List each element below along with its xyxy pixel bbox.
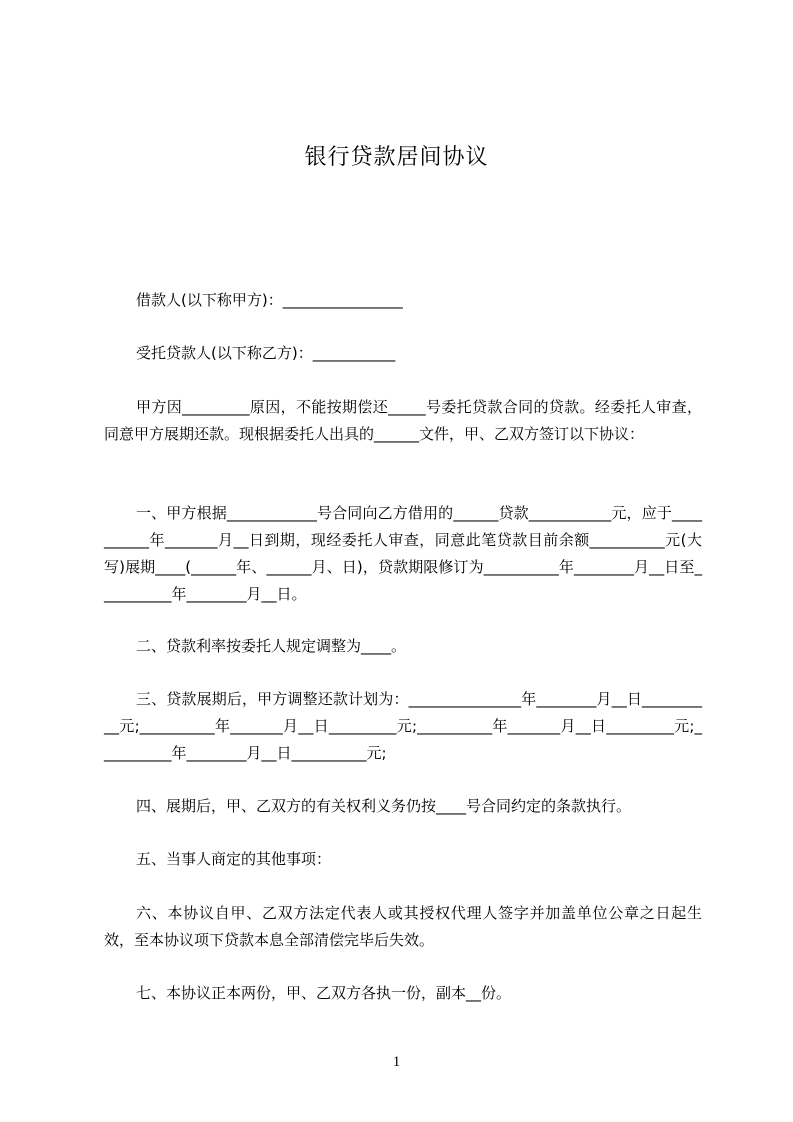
clause-3: 三、贷款展期后，甲方调整还款计划为：_______________年________月__日__________元;__________年_______月__日_________元;__________年_______月__日_________元;__________年________月__日__________元; [104,690,702,762]
clause-7: 七、本协议正本两份，甲、乙双方各执一份，副本__份。 [136,984,512,1002]
clause-1: 一、甲方根据____________号合同向乙方借用的______贷款___________元，应于__________年_______月__日到期，现经委托人审查，同意此笔贷款目前余额__________元(大写)展期____(______年、______月、日)，贷款期限修订为__________年________月__日至__________年________月__日。 [104,504,702,603]
clause-5: 五、当事人商定的其他事项： [136,850,332,868]
page-number: 1 [392,1054,401,1070]
clause-6: 六、本协议自甲、乙双方法定代表人或其授权代理人签字并加盖单位公章之日起生效，至本协议项下贷款本息全部清偿完毕后失效。 [104,904,702,949]
document-title: 银行贷款居间协议 [304,145,489,170]
lender-line: 受托贷款人(以下称乙方)：___________ [136,344,396,362]
preamble-paragraph: 甲方因_________原因，不能按期偿还_____号委托贷款合同的贷款。经委托人审查，同意甲方展期还款。现根据委托人出具的______文件，甲、乙双方签订以下协议： [104,398,702,443]
borrower-line: 借款人(以下称甲方)：________________ [136,291,403,309]
clause-4: 四、展期后，甲、乙双方的有关权利义务仍按____号合同约定的条款执行。 [136,797,632,815]
clause-2: 二、贷款利率按委托人规定调整为____。 [136,637,407,655]
